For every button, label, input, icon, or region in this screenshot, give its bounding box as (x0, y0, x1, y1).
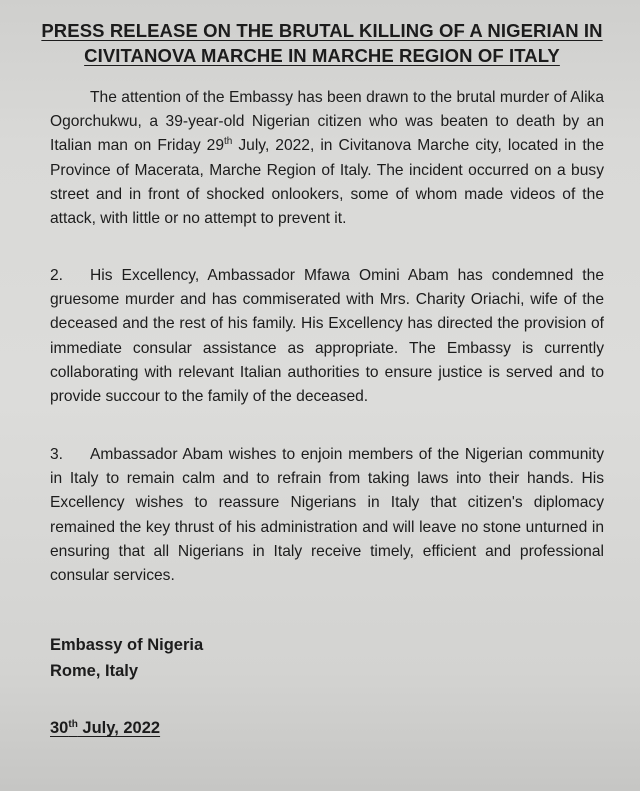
date-superscript: th (68, 719, 78, 730)
paragraph-2-number: 2. (50, 267, 64, 284)
paragraph-3 (50, 443, 604, 588)
date-day: 30 (50, 719, 69, 737)
release-date (50, 716, 160, 740)
press-release-title (30, 18, 614, 68)
title-line-1: PRESS RELEASE ON THE BRUTAL KILLING OF A NIGERIAN IN (41, 20, 603, 41)
signature-organization: Embassy of Nigeria (50, 636, 204, 654)
paragraph-2-text: His Excellency, Ambassador Mfawa Omini Abam has condemned the gruesome murder and has commiserated with Mrs. Charity Oriachi, wife of the deceased and the rest of his family. His Excellency has directed the provision of immediate consular assistance as appropriate. The Embassy is currently collaborating with relevant Italian authorities to ensure justice is served and to provide succour to the family of the deceased. (50, 267, 604, 406)
paragraph-1-text-b: July, 2022, in Civitanova Marche city, located in the Province of Macerata, Marche Region of Italy. The incident occurred on a busy street and in front of shocked onlookers, some of whom made videos of the attack, with little or no attempt to prevent it. (50, 137, 604, 228)
title-line-2: CIVITANOVA MARCHE IN MARCHE REGION OF ITALY (84, 45, 560, 66)
signature-block (50, 632, 203, 684)
paragraph-1 (50, 86, 604, 231)
paragraph-1-superscript: th (224, 136, 233, 148)
date-month-year: July, 2022 (77, 719, 161, 737)
paragraph-3-number: 3. (50, 446, 64, 463)
paragraph-3-text: Ambassador Abam wishes to enjoin members of the Nigerian community in Italy to remain calm and to refrain from taking laws into their hands. His Excellency wishes to reassure Nigerians in Italy that citizen's diplomacy remained the key thrust of his administration and will leave no stone unturned in ensuring that all Nigerians in Italy receive timely, efficient and professional consular services. (50, 446, 604, 585)
paragraph-2 (50, 264, 604, 409)
paragraph-1-text-a: The attention of the Embassy has been drawn to the brutal murder of Alika Ogorchukwu, a 39-year-old Nigerian citizen who was beaten to death by an Italian man on Friday 29 (50, 89, 604, 155)
signature-location: Rome, Italy (50, 662, 139, 680)
